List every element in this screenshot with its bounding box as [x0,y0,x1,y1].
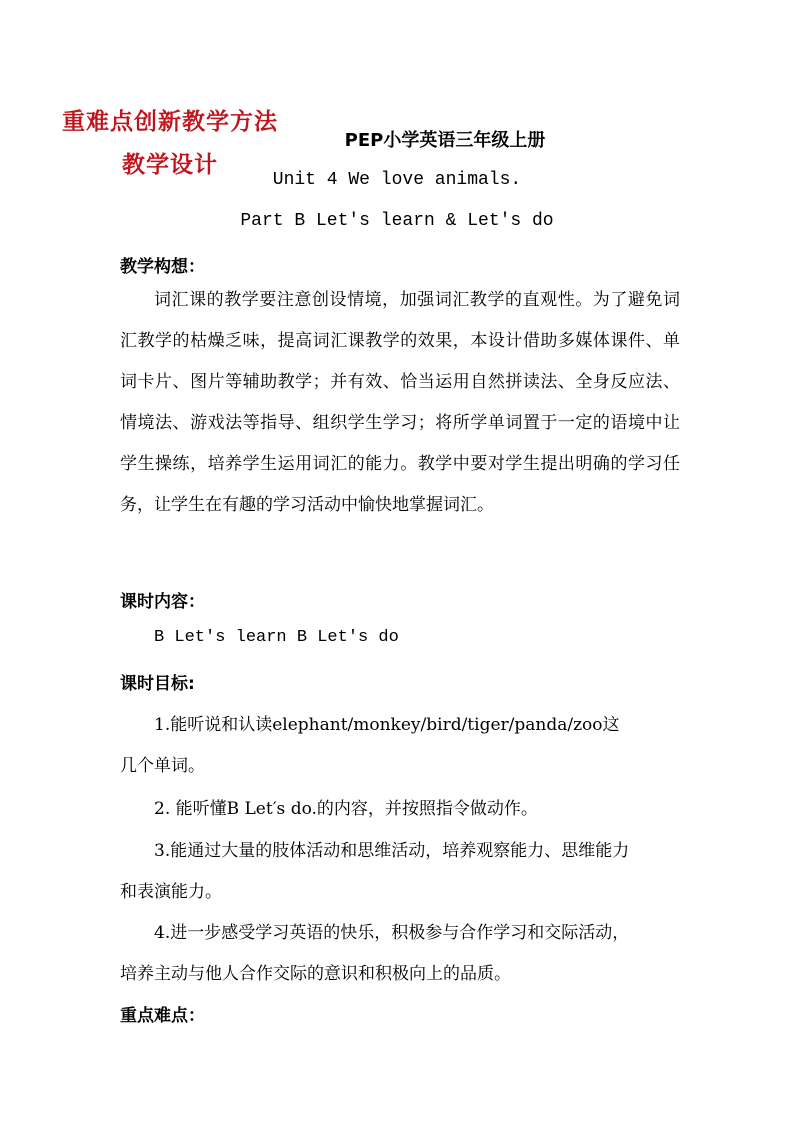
part-title: Part B Let′s learn & Let′s do [240,211,554,231]
goal-1-line-2: 几个单词。 [120,756,205,776]
goal-2: 2. 能听懂B Let′s do.的内容，并按照指令做动作。 [154,799,538,819]
unit-title: Unit 4 We love animals. [272,170,522,190]
key-points-heading: 重点难点： [120,1006,205,1026]
goal-3-line-2: 和表演能力。 [120,882,222,902]
concept-paragraph: 词汇课的教学要注意创设情境，加强词汇教学的直观性。为了避免词汇教学的枯燥乏味，提高词汇课教学的效果，本设计借助多媒体课件、单词卡片、图片等辅助教学；并有效、恰当运用自然拼读法、全身反应法、情境法、游戏法等指导、组织学生学习；将所学单词置于一定的语境中让学生操练，培养学生运用词汇的能力。教学中要对学生提出明确的学习任务，让学生在有趣的学习活动中愉快地掌握词汇。 [120,290,680,515]
goals-heading: 课时目标: [120,674,195,694]
goal-3-line-1: 3.能通过大量的肢体活动和思维活动，培养观察能力、思维能力 [154,841,630,861]
content-heading: 课时内容： [120,592,205,612]
content-text: B Let′s learn B Let′s do [154,628,399,647]
document-title: PEP小学英语三年级上册 [344,130,546,151]
concept-heading: 教学构想： [120,257,205,277]
goal-4-line-2: 培养主动与他人合作交际的意识和积极向上的品质。 [120,964,511,984]
watermark-line-2: 教学设计 [122,152,218,178]
goal-1-line-1: 1.能听说和认读elephant/monkey/bird/tiger/panda/zoo这 [154,715,620,735]
goal-4-line-1: 4.进一步感受学习英语的快乐，积极参与合作学习和交际活动， [154,923,630,943]
watermark-line-1: 重难点创新教学方法 [62,109,278,135]
